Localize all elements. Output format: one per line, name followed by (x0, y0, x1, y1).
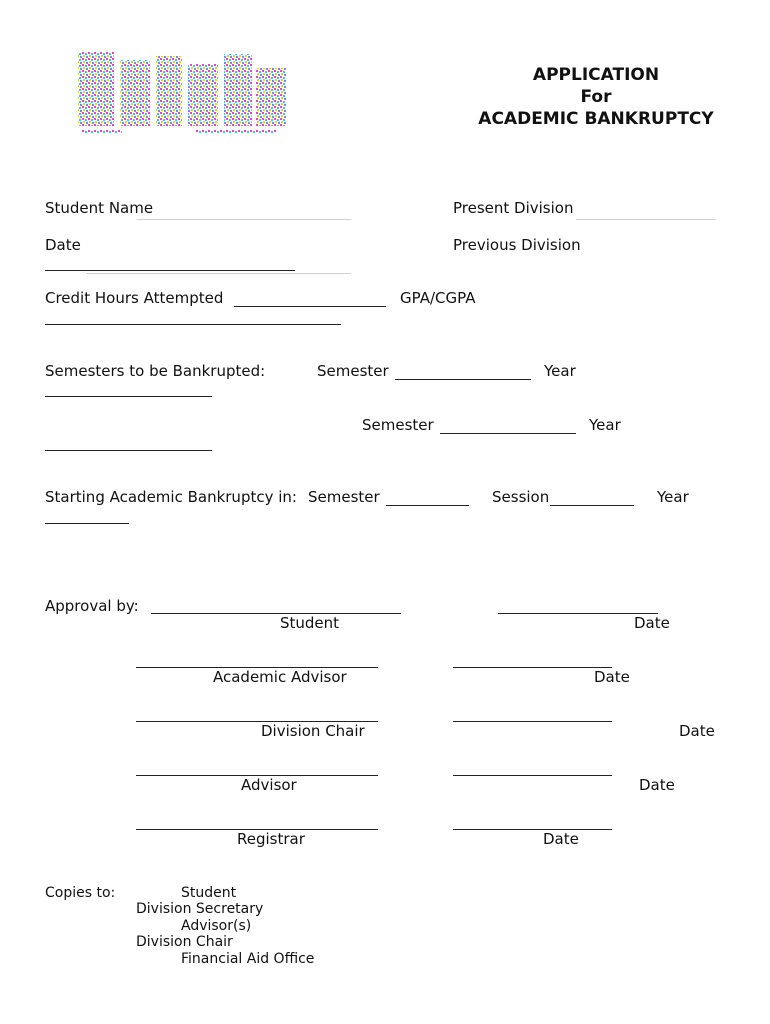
advisor-date-line[interactable] (453, 775, 612, 776)
year-1-label: Year (544, 362, 576, 380)
registrar-label: Registrar (237, 830, 305, 848)
credit-hours-line[interactable] (234, 306, 386, 307)
student-name-line[interactable] (137, 219, 351, 220)
starting-semester-label: Semester (308, 488, 380, 506)
academic-advisor-label: Academic Advisor (213, 668, 347, 686)
date-label: Date (45, 236, 81, 254)
academic-advisor-date-line[interactable] (453, 667, 612, 668)
starting-label: Starting Academic Bankruptcy in: (45, 488, 297, 506)
session-label: Session (492, 488, 550, 506)
semester-1-label: Semester (317, 362, 389, 380)
copies-item: Division Secretary (136, 901, 264, 917)
copies-label: Copies to: (45, 885, 116, 901)
student-name-label: Student Name (45, 199, 154, 217)
form-title (430, 64, 762, 130)
semester-2-line[interactable] (440, 433, 576, 434)
present-division-line[interactable] (576, 219, 716, 220)
starting-semester-line[interactable] (386, 505, 469, 506)
student-signature-line[interactable] (151, 613, 401, 614)
registrar-date-line[interactable] (453, 829, 612, 830)
present-division-label: Present Division (453, 199, 574, 217)
previous-division-label: Previous Division (453, 236, 581, 254)
division-chair-date-label: Date (679, 722, 715, 740)
academic-advisor-date-label: Date (594, 668, 630, 686)
semesters-label: Semesters to be Bankrupted: (45, 362, 266, 380)
division-chair-date-line[interactable] (453, 721, 612, 722)
date-line-extension (86, 273, 351, 274)
title-line-2: For (580, 87, 612, 107)
year-2-line[interactable] (45, 450, 212, 451)
registrar-date-label: Date (543, 830, 579, 848)
advisor-date-label: Date (639, 776, 675, 794)
student-signature-label: Student (280, 614, 340, 632)
division-chair-label: Division Chair (261, 722, 365, 740)
gpa-line[interactable] (45, 324, 341, 325)
copies-item: Advisor(s) (181, 918, 252, 934)
title-line-3: ACADEMIC BANKRUPTCY (478, 109, 714, 129)
approval-label: Approval by: (45, 597, 139, 615)
session-line[interactable] (550, 505, 634, 506)
starting-year-line[interactable] (45, 523, 129, 524)
year-2-label: Year (589, 416, 621, 434)
semester-2-label: Semester (362, 416, 434, 434)
student-date-label: Date (634, 614, 670, 632)
copies-item: Division Chair (136, 934, 233, 950)
copies-item: Student (181, 885, 237, 901)
credit-hours-label: Credit Hours Attempted (45, 289, 224, 307)
year-1-line[interactable] (45, 396, 212, 397)
gpa-label: GPA/CGPA (400, 289, 476, 307)
title-line-1: APPLICATION (532, 65, 660, 85)
advisor-label: Advisor (241, 776, 297, 794)
semester-1-line[interactable] (395, 379, 531, 380)
starting-year-label: Year (657, 488, 689, 506)
date-line[interactable] (45, 270, 295, 271)
college-logo (76, 46, 288, 136)
copies-item: Financial Aid Office (181, 951, 315, 967)
